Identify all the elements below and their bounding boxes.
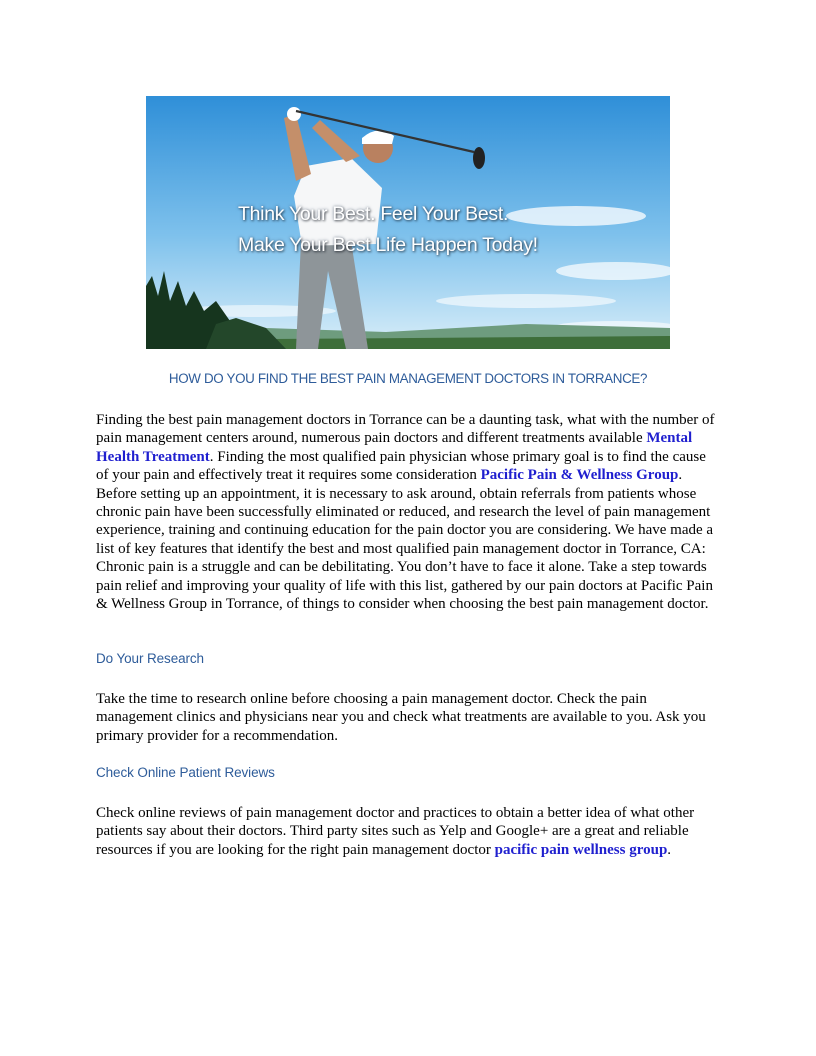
hero-tagline-line1: Think Your Best. Feel Your Best. [238, 203, 509, 225]
reviews-text-2: . [667, 841, 672, 858]
section-heading-research: Do Your Research [96, 651, 204, 666]
page-title: HOW DO YOU FIND THE BEST PAIN MANAGEMENT DOCTORS IN TORRANCE? [168, 371, 648, 386]
pacific-pain-wellness-group-link-2[interactable]: pacific pain wellness group [494, 841, 668, 858]
research-paragraph: Take the time to research online before choosing a pain management doctor. Check the pain management clinics and physicians near you and check what treatments are available to you. Ask you primary provider for a recommendation. [96, 691, 706, 744]
hero-tagline [238, 199, 538, 261]
reviews-text-1: Check online reviews of pain management doctor and practices to obtain a better idea of what other patients say about their doctors. Third party sites such as Yelp and Google+ are a great and reliable resources if you are looking for the right pain management doctor [96, 805, 695, 858]
intro-text-3: . Before setting up an appointment, it is necessary to ask around, obtain referrals from patients whose chronic pain have been successfully eliminated or reduced, and research the level of pain management experience, training and continuing education for the pain doctor you are considering. We have made a list of key features that identify the best and most qualified pain management doctor in Torrance, CA: Chronic pain is a struggle and can be debilitating. You don’t have to face it alone. Take a step towards pain relief and improving your quality of life with this list, gathered by our pain doctors at Pacific Pain & Wellness Group in Torrance, of things to consider when choosing the best pain management doctor. [96, 467, 714, 613]
pacific-pain-wellness-group-link[interactable]: Pacific Pain & Wellness Group [480, 467, 679, 484]
hero-tagline-line2: Make Your Best Life Happen Today! [238, 234, 538, 256]
intro-paragraph [96, 411, 722, 613]
reviews-paragraph [96, 804, 722, 859]
hero-banner [146, 96, 670, 349]
section-heading-reviews: Check Online Patient Reviews [96, 765, 275, 780]
intro-text-1: Finding the best pain management doctors in Torrance can be a daunting task, what with the number of pain management centers around, numerous pain doctors and different treatments available [96, 412, 715, 447]
intro-text-2: . Finding the most qualified pain physician whose primary goal is to find the cause of your pain and effectively treat it requires some consideration [96, 448, 706, 484]
mental-health-treatment-link[interactable]: Mental Health Treatment [96, 430, 693, 465]
